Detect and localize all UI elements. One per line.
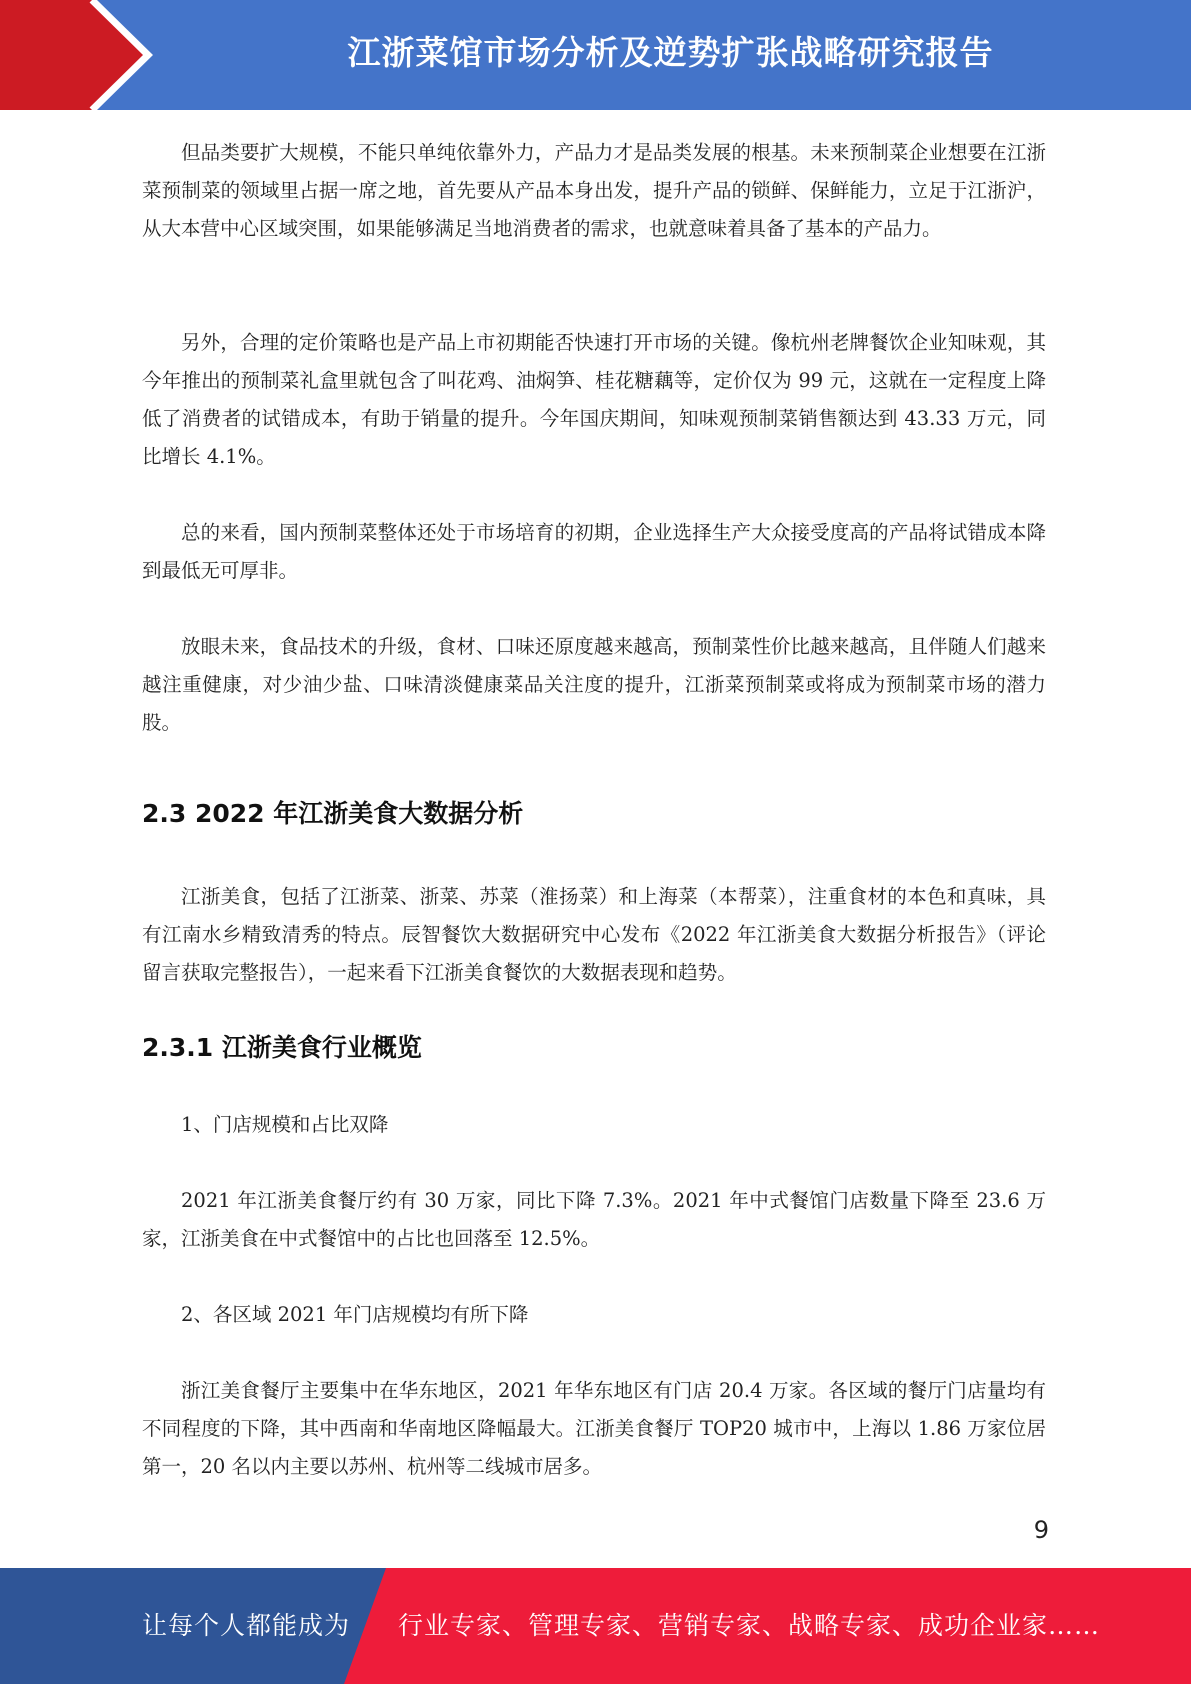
body-paragraph: 浙江美食餐厅主要集中在华东地区，2021 年华东地区有门店 20.4 万家。各区域的餐厅门店量均有不同程度的下降，其中西南和华南地区降幅最大。江浙美食餐厅 TOP20 城市中，上海以 1.86 万家位居第一，20 名以内主要以苏州、杭州等二线城市居多。 bbox=[142, 1379, 1046, 1478]
section-heading: 2.3 2022 年江浙美食大数据分析 bbox=[142, 799, 524, 828]
footer-slogan-left: 让每个人都能成为 bbox=[142, 1611, 351, 1640]
page-number: 9 bbox=[1033, 1516, 1049, 1544]
footer-banner bbox=[0, 1568, 1191, 1684]
header-bar bbox=[0, 0, 1191, 110]
footer-slogan-right: 行业专家、管理专家、营销专家、战略专家、成功企业家…… bbox=[398, 1611, 1101, 1640]
list-item-heading: 2、各区域 2021 年门店规模均有所下降 bbox=[181, 1303, 529, 1326]
body-paragraph: 2021 年江浙美食餐厅约有 30 万家，同比下降 7.3%。2021 年中式餐馆门店数量下降至 23.6 万家，江浙美食在中式餐馆中的占比也回落至 12.5%。 bbox=[142, 1189, 1046, 1250]
body-content bbox=[142, 134, 1046, 1486]
body-paragraph: 放眼未来，食品技术的升级，食材、口味还原度越来越高，预制菜性价比越来越高，且伴随人们越来越注重健康，对少油少盐、口味清淡健康菜品关注度的提升，江浙菜预制菜或将成为预制菜市场的潜力股。 bbox=[142, 635, 1046, 734]
body-paragraph: 江浙美食，包括了江浙菜、浙菜、苏菜（淮扬菜）和上海菜（本帮菜），注重食材的本色和真味，具有江南水乡精致清秀的特点。辰智餐饮大数据研究中心发布《2022 年江浙美食大数据分析报告》（评论留言获取完整报告），一起来看下江浙美食餐饮的大数据表现和趋势。 bbox=[142, 885, 1046, 984]
subsection-heading: 2.3.1 江浙美食行业概览 bbox=[142, 1033, 422, 1062]
body-paragraph: 另外，合理的定价策略也是产品上市初期能否快速打开市场的关键。像杭州老牌餐饮企业知味观，其今年推出的预制菜礼盒里就包含了叫花鸡、油焖笋、桂花糖藕等，定价仅为 99 元，这就在一定程度上降低了消费者的试错成本，有助于销量的提升。今年国庆期间，知味观预制菜销售额达到 43.33 万元，同比增长 4.1%。 bbox=[142, 331, 1046, 468]
list-item-heading: 1、门店规模和占比双降 bbox=[181, 1113, 389, 1136]
header-arrow-icon bbox=[0, 0, 160, 110]
page-title: 江浙菜馆市场分析及逆势扩张战略研究报告 bbox=[347, 33, 994, 72]
body-paragraph: 总的来看，国内预制菜整体还处于市场培育的初期，企业选择生产大众接受度高的产品将试错成本降到最低无可厚非。 bbox=[142, 521, 1046, 582]
body-paragraph: 但品类要扩大规模，不能只单纯依靠外力，产品力才是品类发展的根基。未来预制菜企业想要在江浙菜预制菜的领域里占据一席之地，首先要从产品本身出发，提升产品的锁鲜、保鲜能力，立足于江浙沪，从大本营中心区域突围，如果能够满足当地消费者的需求，也就意味着具备了基本的产品力。 bbox=[142, 141, 1046, 240]
